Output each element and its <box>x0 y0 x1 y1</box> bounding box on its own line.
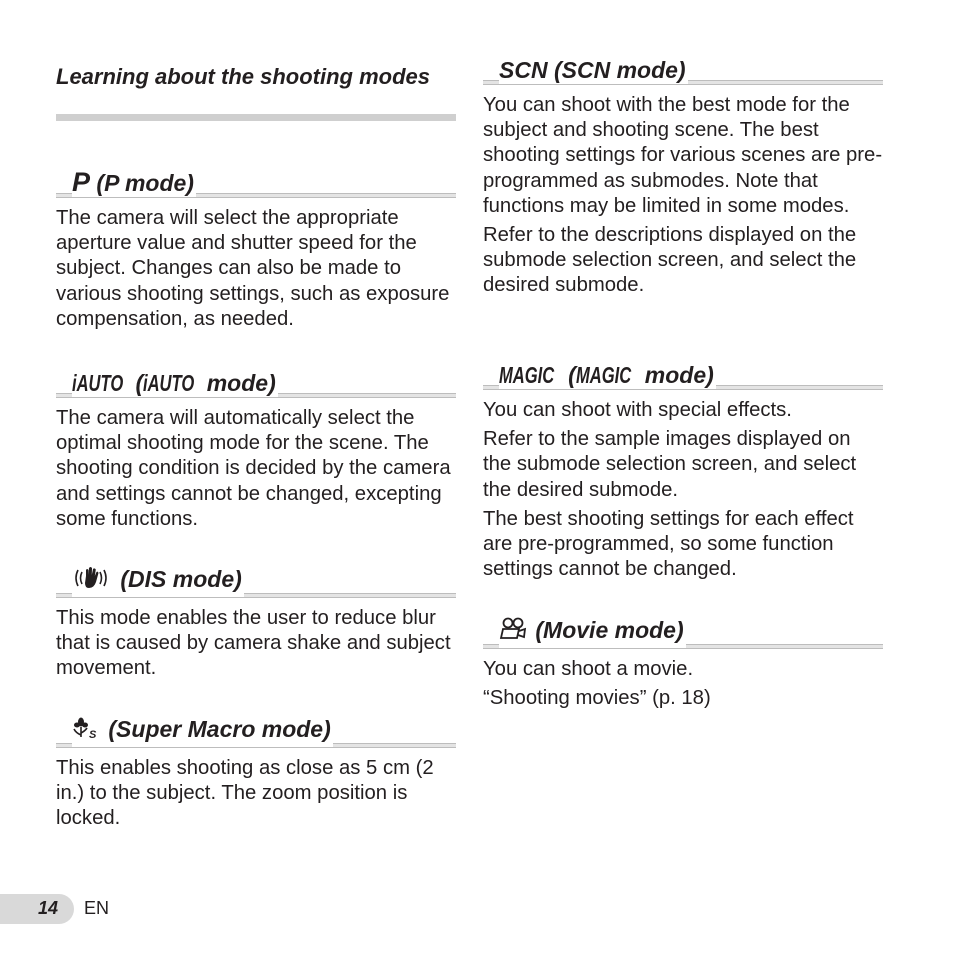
section-body: You can shoot with special effects. <box>483 399 792 421</box>
section-title <box>72 168 196 197</box>
magic-mode-symbol: MAGIC <box>575 362 631 388</box>
scn-mode-symbol: SCN <box>561 57 611 83</box>
section-body: You can shoot a movie. <box>483 658 694 680</box>
section-title <box>499 361 716 389</box>
section-heading <box>56 560 456 600</box>
section-title-text: (Movie mode) <box>535 617 684 644</box>
section-title-text: mode) <box>610 57 686 83</box>
super-macro-flower-icon <box>72 715 102 747</box>
section-title <box>499 616 686 648</box>
section-title-open: ( <box>553 57 562 83</box>
section-super-macro-mode <box>56 710 456 832</box>
section-title-open: ( <box>568 362 576 388</box>
section-title-text: (DIS mode) <box>120 566 242 593</box>
scn-mode-icon: SCN <box>499 57 548 83</box>
main-heading: Learning about the shooting modes <box>56 64 430 89</box>
section-body: This enables shooting as close as 5 cm (2 in.) to the subject. The zoom position is locked. <box>56 757 434 830</box>
iauto-mode-symbol: iAUTO <box>143 370 195 396</box>
section-heading <box>483 611 883 651</box>
iauto-mode-icon: iAUTO <box>72 370 124 396</box>
section-heading <box>483 352 883 392</box>
movie-camera-icon <box>499 616 529 648</box>
section-title-text: mode) <box>638 362 714 388</box>
main-heading-rule <box>56 114 456 121</box>
section-scn-mode <box>483 47 883 299</box>
section-title-text: (Super Macro mode) <box>108 716 331 743</box>
section-title <box>72 715 333 747</box>
section-body: You can shoot with the best mode for the subject and shooting scene. The best shooting settings for various scenes are pre-programmed as submodes. Note that functions may be limited in some modes. <box>483 94 883 217</box>
section-body: Refer to the descriptions displayed on the submode selection screen, and select the desired submode. <box>483 224 857 297</box>
section-body: The best shooting settings for each effect are pre-programmed, so some function settings cannot be changed. <box>483 507 854 581</box>
magic-mode-icon: MAGIC <box>499 362 555 388</box>
page-number-tab <box>0 894 74 924</box>
section-title <box>72 565 244 597</box>
page-number: 14 <box>38 898 59 918</box>
section-iauto-mode <box>56 360 456 532</box>
section-body: “Shooting movies” (p. 18) <box>483 687 711 710</box>
section-magic-mode <box>483 352 883 582</box>
section-movie-mode <box>483 611 883 711</box>
section-title-text: (P mode) <box>96 170 194 196</box>
svg-text:S: S <box>89 729 97 741</box>
section-body: This mode enables the user to reduce blur that is caused by camera shake and subject movement. <box>56 607 451 680</box>
section-title-text: mode) <box>200 370 276 396</box>
section-heading <box>56 360 456 400</box>
section-dis-mode <box>56 560 456 682</box>
section-body: The camera will automatically select the optimal shooting mode for the scene. The shooting condition is decided by the camera and settings cannot be changed, excepting some functions. <box>56 407 451 530</box>
page-language: EN <box>84 898 110 918</box>
section-body: Refer to the sample images displayed on the submode selection screen, and select the desired submode. <box>483 428 857 501</box>
p-mode-icon: P <box>72 167 91 197</box>
section-title <box>72 369 278 397</box>
hand-shake-icon <box>72 565 114 597</box>
section-heading <box>483 47 883 87</box>
section-title-open: ( <box>135 370 144 396</box>
section-heading <box>56 710 456 750</box>
section-body: The camera will select the appropriate aperture value and shutter speed for the subject. Changes can also be made to various shooting settings, such as exposure compensation, as needed. <box>56 207 450 330</box>
section-title <box>499 56 688 84</box>
section-p-mode <box>56 160 456 332</box>
section-heading <box>56 160 456 200</box>
